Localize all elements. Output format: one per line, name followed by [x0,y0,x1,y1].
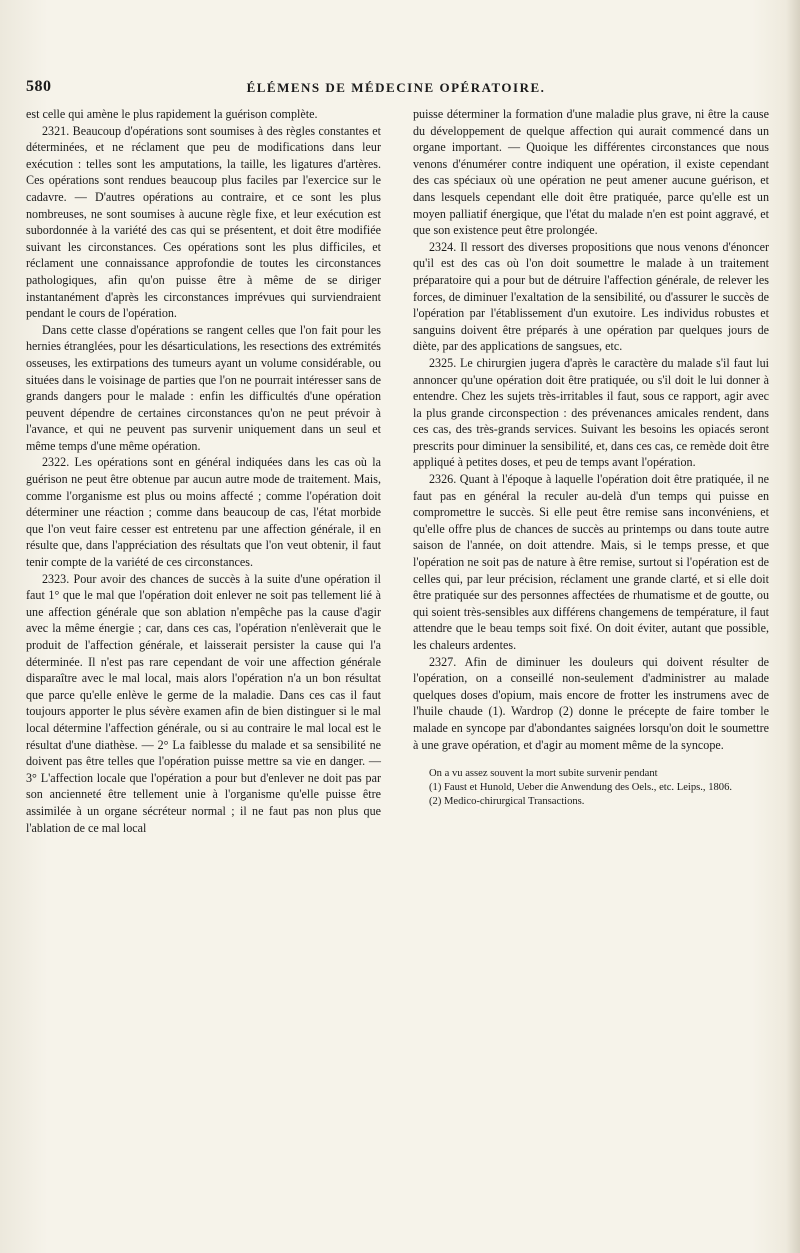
running-head: ÉLÉMENS DE MÉDECINE OPÉRATOIRE. [246,80,546,95]
paragraph: est celle qui amène le plus rapidement la guérison complète. [26,107,318,121]
paragraph-2324: 2324. Il ressort des diverses propositions que nous venons d'énoncer qu'il est des cas où l'on doit soumettre le malade à un traitement préparatoire qui a pour but de détruire l'affection générale, de relever les forces, de diminuer l'exaltation de la sensibilité, ou d'assurer le succès de l'opération par l'établissement d'un exutoire. Les individus robustes et sanguins doivent être préparés à une opération par quelques jours de diète, par des applications de sangsues, etc. [413,239,769,354]
right-column [413,106,769,809]
paragraph-2325: 2325. Le chirurgien jugera d'après le caractère du malade s'il faut lui annoncer qu'une opération doit être pratiquée, ou s'il doit le lui donner à entendre. Chez les sujets très-irritables il faut, sous ce rapport, agir avec la plus grande circonspection : des prévenances amicales rendent, dans ces cas, des très-grands services. Suivant les besoins les opiacés seront prescrits pour diminuer la sensibilité, et, dans ces cas, ce remède doit être appliqué à petites doses, et peu de temps avant l'opération. [413,355,769,470]
footnote-2: (2) Medico-chirurgical Transactions. [429,796,585,808]
paragraph-2321: 2321. Beaucoup d'opérations sont soumises à des règles constantes et déterminées, et ne réclament que peu de modifications dans leur exécution : telles sont les amputations, la taille, les ligatures d'artères. Ces opérations sont rendues beaucoup plus faciles par l'exercice sur le cadavre. — D'autres opérations au contraire, et ce sont les plus nombreuses, ne sont soumises à aucune règle fixe, et leur exécution est subordonnée à la variété des cas qui se présentent, et doit être modifiée suivant les circonstances. Ces opérations sont les plus difficiles, et réclament une connaissance approfondie de toutes les circonstances pathologiques, afin qu'on puisse être à même de se diriger instantanément d'après les circonstances imprévues qui surviendraient pendant le cours de l'opération. [26,123,381,321]
left-column [26,106,381,836]
paragraph-2322: 2322. Les opérations sont en général indiquées dans les cas où la guérison ne peut être obtenue par aucun autre mode de traitement. Mais, comme l'organisme est plus ou moins affecté ; comme l'opération doit déterminer une réaction ; comme dans beaucoup de cas, l'état morbide que l'on veut faire cesser est entretenu par une affection générale, il en résulte que, dans l'appréciation des résultats que l'on veut obtenir, il faut tenir compte de la variété de ces circonstances. [26,455,381,570]
page-header [26,78,766,100]
page-number: 580 [26,78,52,95]
small-print-note: On a vu assez souvent la mort subite survenir pendant [429,768,658,780]
paragraph: puisse déterminer la formation d'une maladie plus grave, ni être la cause du développement de quelque affection qui aurait commencé dans un organe important. — Quoique les différentes circonstances que nous venons d'énumérer contre indiquent une opération, il existe cependant des cas spéciaux où une opération ne peut amener aucune guérison, et dans lesquels cependant elle doit être pratiquée, parce qu'elle est un moyen palliatif énergique, que l'état du malade n'en est point aggravé, et que son existence peut être prolongée. [413,107,769,238]
paragraph-2327: 2327. Afin de diminuer les douleurs qui doivent résulter de l'opération, on a conseillé non-seulement d'administrer au malade quelques doses d'opium, mais encore de frotter les instrumens avec de l'huile chaude (1). Wardrop (2) donne le précepte de faire tomber le malade en syncope par d'abondantes saignées lorsqu'on doit le soumettre à une grave opération, et d'agir au moment même de la syncope. [413,654,769,752]
paragraph-2323: 2323. Pour avoir des chances de succès à la suite d'une opération il faut 1° que le mal que l'opération doit enlever ne soit pas tellement lié à une affection générale que son ablation n'empêche pas la cause d'agir avec la même énergie ; car, dans ces cas, l'opération n'enlèverait que le produit de l'affection générale, et laisserait persister la cause qui l'a déterminée. Il n'est pas rare cependant de voir une affection générale disparaître avec le mal local, mais alors l'opération n'a un bon résultat que parce qu'elle enlève le germe de la maladie. Dans ces cas il faut toujours apporter le plus sévère examen afin de bien distinguer si le mal local détermine l'affection générale, ou si au contraire le mal local est le résultat d'une diathèse. — 2° La faiblesse du malade et sa sensibilité ne doivent pas être telles que l'opération puisse mettre sa vie en danger. — 3° L'affection locale que l'opération a pour but d'enlever ne doit pas par son ancienneté être tellement unie à l'organisme qu'elle puisse être assimilée à un organe sécréteur normal ; il ne faut pas non plus que l'ablation de ce mal local [26,571,381,835]
paragraph: Dans cette classe d'opérations se rangent celles que l'on fait pour les hernies étranglées, pour les désarticulations, les resections des extrémités osseuses, les extirpations des tumeurs ayant un volume considérable, ou situées dans le voisinage de parties que l'on ne pourrait intéresser sans de grands dangers pour le malade : enfin les difficultés d'une opération peuvent dépendre de certaines circonstances qu'on ne peut prévoir à l'avance, et qui ne peuvent pas survenir uniquement dans un seul et même temps d'une même opération. [26,322,381,453]
footnote-1: (1) Faust et Hunold, Ueber die Anwendung des Oels., etc. Leips., 1806. [429,782,733,794]
paragraph-2326: 2326. Quant à l'époque à laquelle l'opération doit être pratiquée, il ne faut pas en général la reculer au-delà d'un temps qui puisse en compromettre le succès. Si elle peut être remise sans inconvéniens, et qu'elle offre plus de chances de succès au printemps ou dans toute autre saison de l'année, on doit attendre. Mais, si le temps presse, et que l'opération ne soit pas de nature à être remise, surtout si l'opération est de celles qui, par leur précision, réclament une grande clarté, et si elle doit être pratiquée sur des personnes affectées de rhumatisme et de goutte, ou qui soient très-sensibles aux différens changemens de température, il faut attendre que le beau temps soit fixé. On doit éviter, autant que possible, les chaleurs ardentes. [413,472,769,652]
page-edge-shadow [786,0,800,1253]
